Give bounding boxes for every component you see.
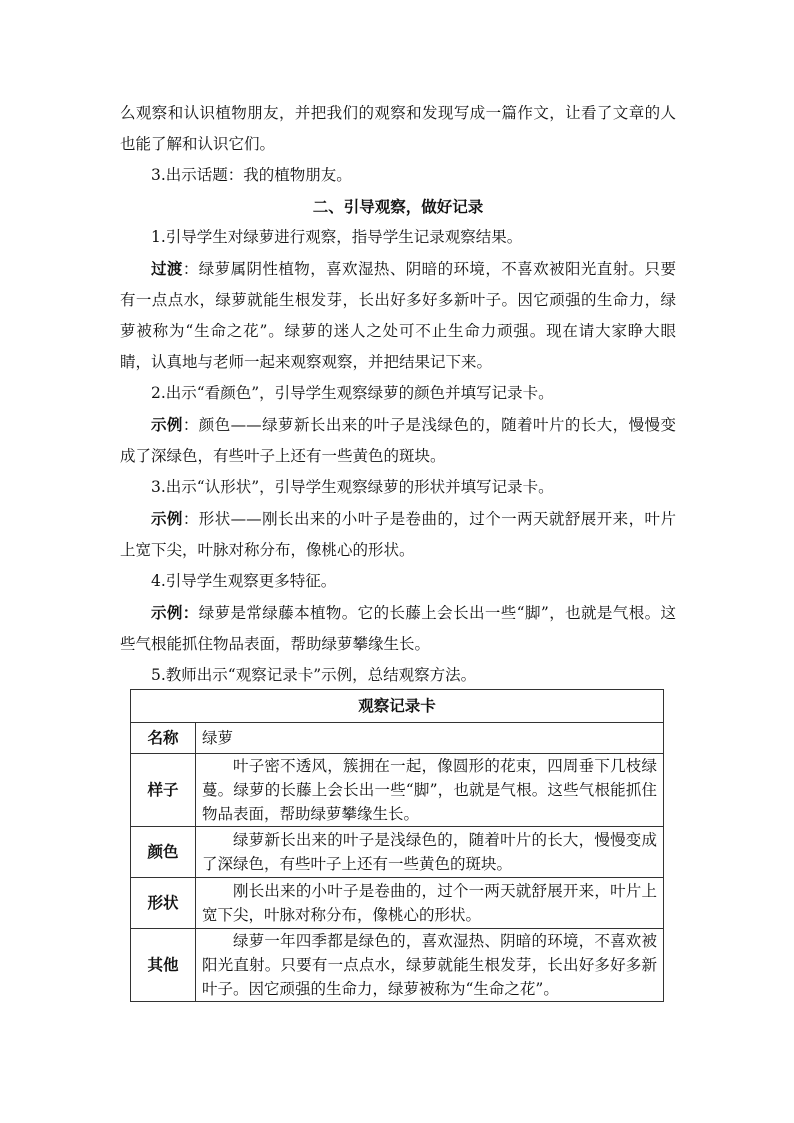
- paragraph-lead: 示例: [151, 509, 183, 528]
- paragraph-lead: 示例：: [151, 603, 199, 622]
- example-paragraph: [120, 503, 676, 566]
- document-body: [120, 98, 676, 691]
- row-value: 绿萝一年四季都是绿色的，喜欢湿热、阴暗的环境，不喜欢被阳光直射。只要有一点点水，绿萝就能生根发芽，长出好多好多新叶子。因它顽强的生命力，绿萝被称为“生命之花”。: [196, 929, 664, 1002]
- paragraph-text: ：颜色——绿萝新长出来的叶子是浅绿色的，随着叶片的长大，慢慢变成了深绿色，有些叶子上还有一些黄色的斑块。: [120, 416, 676, 465]
- section-heading: 二、引导观察，做好记录: [312, 197, 484, 216]
- observation-record-card: [130, 689, 664, 1002]
- table-row: [131, 827, 664, 878]
- intro-continuation: 么观察和认识植物朋友，并把我们的观察和发现写成一篇作文，让看了文章的人也能了解和认识它们。: [120, 104, 676, 153]
- step-paragraph: 3.出示“认形状”，引导学生观察绿萝的形状并填写记录卡。: [151, 478, 554, 496]
- row-label: 样子: [131, 754, 196, 827]
- row-label: 名称: [131, 723, 196, 754]
- intro-step-3: 3.出示话题：我的植物朋友。: [151, 166, 352, 184]
- step-paragraph: 1.引导学生对绿萝进行观察，指导学生记录观察结果。: [151, 228, 523, 246]
- table-row: [131, 723, 664, 754]
- paragraph-lead: 过渡: [151, 259, 183, 278]
- row-value: 绿萝: [196, 723, 664, 754]
- row-label: 颜色: [131, 827, 196, 878]
- paragraph-lead: 示例: [151, 415, 183, 434]
- paragraph-text: 绿萝是常绿藤本植物。它的长藤上会长出一些“脚”，也就是气根。这些气根能抓住物品表面，帮助绿萝攀缘生长。: [120, 604, 676, 653]
- row-label: 其他: [131, 929, 196, 1002]
- example-paragraph: [120, 597, 676, 660]
- step-paragraph: 2.出示“看颜色”，引导学生观察绿萝的颜色并填写记录卡。: [151, 384, 554, 402]
- table-row: [131, 929, 664, 1002]
- step-paragraph: 4.引导学生观察更多特征。: [151, 572, 337, 590]
- row-value: 叶子密不透风，簇拥在一起，像圆形的花束，四周垂下几枝绿蔓。绿萝的长藤上会长出一些“脚”，也就是气根。这些气根能抓住物品表面，帮助绿萝攀缘生长。: [196, 754, 664, 827]
- row-value: 绿萝新长出来的叶子是浅绿色的，随着叶片的长大，慢慢变成了深绿色，有些叶子上还有一些黄色的斑块。: [196, 827, 664, 878]
- example-paragraph: [120, 409, 676, 472]
- row-value: 刚长出来的小叶子是卷曲的，过个一两天就舒展开来，叶片上宽下尖，叶脉对称分布，像桃心的形状。: [196, 878, 664, 929]
- row-label: 形状: [131, 878, 196, 929]
- transition-paragraph: [120, 253, 676, 378]
- table-row: [131, 878, 664, 929]
- table-row: [131, 754, 664, 827]
- record-card-title: 观察记录卡: [131, 690, 664, 723]
- paragraph-text: ：绿萝属阴性植物，喜欢湿热、阴暗的环境，不喜欢被阳光直射。只要有一点点水，绿萝就能生根发芽，长出好多好多新叶子。因它顽强的生命力，绿萝被称为“生命之花”。绿萝的迷人之处可不止生命力顽强。现在请大家睁大眼睛，认真地与老师一起来观察观察，并把结果记下来。: [120, 260, 676, 371]
- paragraph-text: ：形状——刚长出来的小叶子是卷曲的，过个一两天就舒展开来，叶片上宽下尖，叶脉对称分布，像桃心的形状。: [120, 510, 676, 559]
- step-paragraph: 5.教师出示“观察记录卡”示例，总结观察方法。: [151, 666, 477, 684]
